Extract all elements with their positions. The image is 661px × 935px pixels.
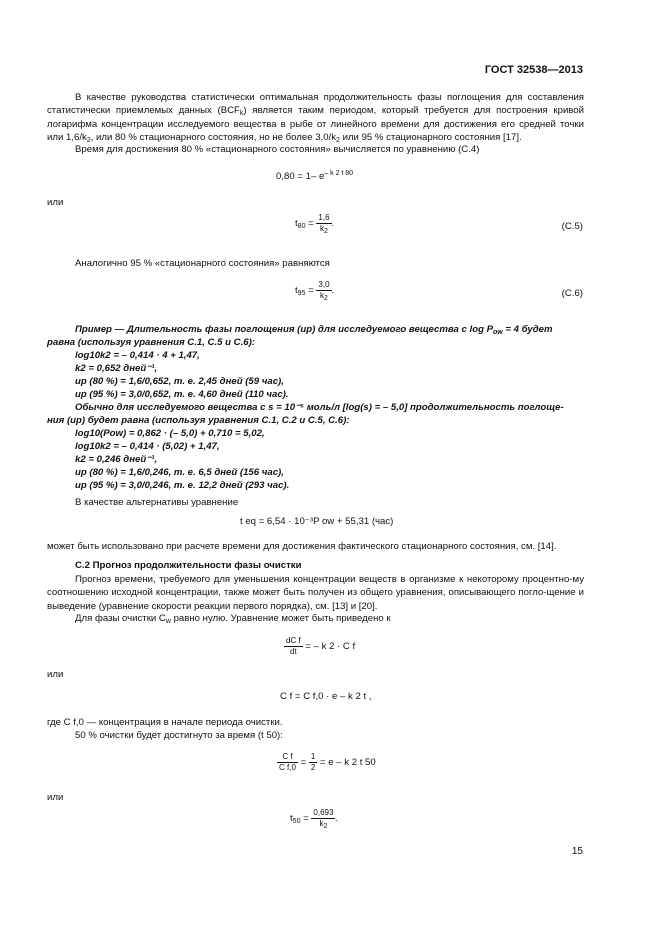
or-label-1: или xyxy=(47,197,64,208)
example-line-13: up (95 %) = 3,0/0,246, т. е. 12,2 дней (293 час). xyxy=(75,480,290,491)
or-label-2: или xyxy=(47,669,64,680)
example-line-12: up (80 %) = 1,6/0,246, т. е. 6,5 дней (156 час), xyxy=(75,467,284,478)
equation-half-clearance: $\frac{\text{C f}}{\text{C f,0}}$ = $\frac{1}{2}$ = e – k 2 t 50 xyxy=(279,752,376,772)
example-line-6: up (95 %) = 3,0/0,652, т. е. 4,60 дней (110 час). xyxy=(75,389,289,400)
paragraph-prognosis: Прогноз времени, требуемого для уменьшения концентрации веществ в организме к некоторому процентно-му соотношению исходной концентрации, также может быть получен из общего уравнения, описывающего погло-щение и выведение (уравнение скорости реакции первого порядка), см. [13] и [20]. xyxy=(47,574,584,612)
paragraph-guidance: В качестве руководства статистически оптимальная продолжительность фазы поглощения для составления статистически приемлемых данных $(BCF_k)$ является таким периодом, который требуется для построения кривой логарифма концентрации исследуемого вещества в рыбе от линейного времени для достижения его средней точки или $1,6/k_2$, или 80 % стационарного состояния, но не более $3,0/k_2$ или 95 % стационарного состояния [17]. xyxy=(47,92,584,144)
example-line-9: log10(Pow) = 0,862 · (– 5,0) + 0,710 = 5,02, xyxy=(75,428,265,439)
or-label-3: или xyxy=(47,792,64,803)
equation-derivative: $\frac{\text{dC f}}{dt}$ = – k 2 · C f xyxy=(286,636,356,656)
example-line-4: k2 = 0,652 дней⁻¹, xyxy=(75,363,158,374)
equation-t50: $t_{50}$ = $\frac{0,693}{k_2}$ . xyxy=(290,808,339,830)
paragraph-usage: может быть использовано при расчете времени для достижения фактического стационарного состояния, см. [14]. xyxy=(47,541,557,552)
equation-number-c6: (С.6) xyxy=(561,288,583,299)
section-heading-c2: С.2 Прогноз продолжительности фазы очистки xyxy=(75,560,302,571)
equation-c6: $t_{95}$ = $\frac{3,0}{k_2}$ . xyxy=(295,280,335,302)
equation-c4: 0,80 = 1– $e^{- k 2 t 80}$ xyxy=(276,170,354,182)
standard-header: ГОСТ 32538—2013 xyxy=(484,64,583,76)
equation-number-c5: (С.5) xyxy=(561,221,583,232)
paragraph-alternative: В качестве альтернативы уравнение xyxy=(75,497,239,508)
paragraph-clearance: Для фазы очистки $C_w$ равно нулю. Уравнение может быть приведено к xyxy=(75,613,391,625)
paragraph-fifty-percent: 50 % очистки будет достигнуто за время (t 50): xyxy=(75,730,283,741)
example-line-2: равна (используя уравнения С.1, С.5 и С.6): xyxy=(47,337,255,348)
example-line-7: Обычно для исследуемого вещества с s = 10⁻⁵ моль/л [log(s) = – 5,0] продолжительность поглоще- xyxy=(75,402,564,413)
page-number: 15 xyxy=(571,846,583,857)
equation-c5: $t_{80}$ = $\frac{1,6}{k_2}$ . xyxy=(295,213,335,235)
example-line-5: up (80 %) = 1,6/0,652, т. е. 2,45 дней (59 час), xyxy=(75,376,284,387)
example-line-3: log10k2 = – 0,414 · 4 + 1,47, xyxy=(75,350,200,361)
paragraph-analog-95: Аналогично 95 % «стационарного состояния» равняются xyxy=(75,258,330,269)
example-line-8: ния (up) будет равна (используя уравнения С.1, С.2 и С.5, С.6): xyxy=(47,415,350,426)
example-line-1: Пример — Длительность фазы поглощения (up) для исследуемого вещества с $\log P_{ow} = 4$ будет xyxy=(75,324,553,336)
paragraph-time-80: Время для достижения 80 % «стационарного состояния» вычисляется по уравнению (С.4) xyxy=(75,144,480,155)
paragraph-where: где C f,0 — концентрация в начале периода очистки. xyxy=(47,717,283,728)
equation-cf: C f = C f,0 · e – k 2 t , xyxy=(280,691,372,702)
equation-teq: t eq = 6,54 · 10⁻³P ow + 55,31 (час) xyxy=(240,516,394,527)
example-line-10: log10k2 = – 0,414 · (5,02) + 1,47, xyxy=(75,441,220,452)
example-line-11: k2 = 0,246 дней⁻¹, xyxy=(75,454,158,465)
